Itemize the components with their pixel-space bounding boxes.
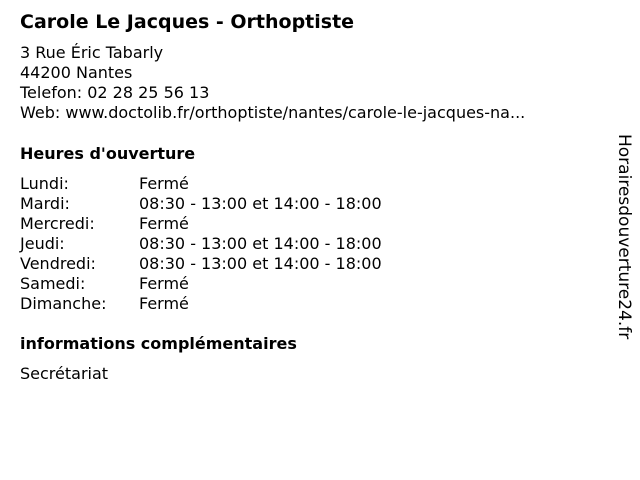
- opening-hours-heading: Heures d'ouverture: [20, 144, 196, 163]
- hours-row: [20, 234, 440, 254]
- hours-row: [20, 254, 440, 274]
- additional-info-text: Secrétariat: [20, 364, 109, 383]
- additional-info-heading: informations complémentaires: [20, 334, 297, 353]
- hours-value: 08:30 - 13:00 et 14:00 - 18:00: [139, 194, 382, 213]
- day-label: Dimanche:: [20, 294, 107, 313]
- address-block: [20, 43, 525, 123]
- watermark-text: Horairesdouverture24.fr: [614, 134, 634, 340]
- hours-value: Fermé: [139, 294, 189, 313]
- opening-hours-table: [20, 174, 440, 314]
- hours-row: [20, 294, 440, 314]
- page-title: Carole Le Jacques - Orthoptiste: [20, 11, 355, 33]
- hours-value: Fermé: [139, 214, 189, 233]
- day-label: Mardi:: [20, 194, 70, 213]
- website-link[interactable]: Web: www.doctolib.fr/orthoptiste/nantes/carole-le-jacques-na...: [20, 103, 526, 122]
- street-address: 3 Rue Éric Tabarly: [20, 43, 164, 62]
- day-label: Samedi:: [20, 274, 86, 293]
- hours-row: [20, 174, 440, 194]
- site-watermark: [611, 134, 637, 344]
- day-label: Lundi:: [20, 174, 69, 193]
- phone-number: Telefon: 02 28 25 56 13: [20, 83, 210, 102]
- hours-value: Fermé: [139, 174, 189, 193]
- postal-city: 44200 Nantes: [20, 63, 133, 82]
- day-label: Jeudi:: [20, 234, 65, 253]
- hours-value: 08:30 - 13:00 et 14:00 - 18:00: [139, 254, 382, 273]
- hours-value: 08:30 - 13:00 et 14:00 - 18:00: [139, 234, 382, 253]
- hours-row: [20, 214, 440, 234]
- hours-value: Fermé: [139, 274, 189, 293]
- hours-row: [20, 194, 440, 214]
- hours-row: [20, 274, 440, 294]
- day-label: Mercredi:: [20, 214, 95, 233]
- day-label: Vendredi:: [20, 254, 96, 273]
